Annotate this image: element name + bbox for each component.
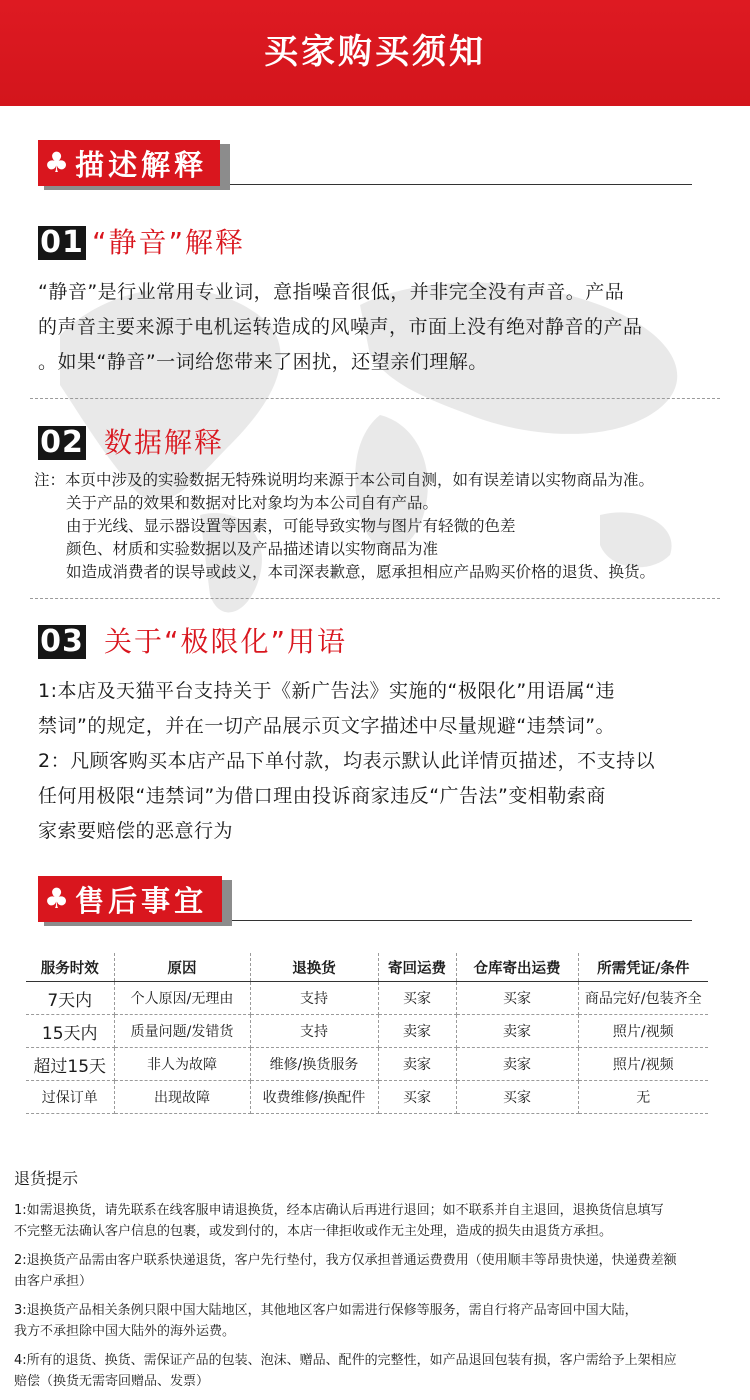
tip-item [14, 1350, 740, 1392]
text-line: “静音”是行业常用专业词，意指噪音很低，并非完全没有声音。产品 [38, 281, 625, 303]
table-cell: 卖家 [456, 1015, 578, 1048]
table-cell: 买家 [456, 1081, 578, 1114]
divider [30, 598, 720, 599]
club-icon: ♣ [44, 882, 70, 915]
note-line: 注：本页中涉及的实验数据无特殊说明均来源于本公司自测，如有误差请以实物商品为准。 [34, 471, 655, 489]
table-cell: 收费维修/换配件 [250, 1081, 378, 1114]
item-03-body [38, 674, 738, 849]
table-cell: 照片/视频 [578, 1048, 708, 1081]
item-02-body [34, 469, 746, 584]
tip-line: 2:退换货产品需由客户联系快递退货，客户先行垫付，我方仅承担普通运费费用（使用顺丰等昂贵快递，快递费差额 [14, 1253, 677, 1268]
note-line: 如造成消费者的误导或歧义，本司深表歉意，愿承担相应产品购买价格的退货、换货。 [66, 563, 656, 581]
item-03-heading [38, 625, 347, 659]
column-header: 服务时效 [26, 953, 114, 982]
section-rule [230, 184, 692, 185]
section-title: 描述解释 [75, 147, 208, 182]
table-cell: 质量问题/发错货 [114, 1015, 250, 1048]
table-cell: 买家 [378, 1081, 456, 1114]
item-02-heading [38, 426, 224, 460]
section-rule [232, 920, 692, 921]
table-cell: 卖家 [378, 1048, 456, 1081]
divider [30, 398, 720, 399]
tip-item [14, 1250, 740, 1292]
club-icon: ♣ [44, 146, 70, 179]
tips-title: 退货提示 [14, 1169, 79, 1188]
page-header [0, 0, 750, 106]
service-table [26, 953, 708, 1114]
table-row [26, 1048, 708, 1081]
tip-line: 赔偿（换货无需寄回赠品、发票） [14, 1374, 210, 1389]
table-cell: 非人为故障 [114, 1048, 250, 1081]
table-cell: 过保订单 [26, 1081, 114, 1114]
item-title: 数据解释 [104, 426, 225, 459]
table-cell: 照片/视频 [578, 1015, 708, 1048]
text-line: 1:本店及天猫平台支持关于《新广告法》实施的“极限化”用语属“违 [38, 680, 616, 702]
section-title: 售后事宜 [75, 883, 208, 918]
column-header: 原因 [114, 953, 250, 982]
table-cell: 支持 [250, 982, 378, 1015]
table-cell: 卖家 [378, 1015, 456, 1048]
table-header-row [26, 953, 708, 982]
table-cell: 无 [578, 1081, 708, 1114]
table-cell: 商品完好/包装齐全 [578, 982, 708, 1015]
item-number: 03 [38, 625, 86, 659]
tips-list [14, 1200, 740, 1392]
item-01-heading [38, 226, 245, 260]
table-row [26, 1081, 708, 1114]
table-cell: 15天内 [26, 1015, 114, 1048]
column-header: 寄回运费 [378, 953, 456, 982]
tip-line: 我方不承担除中国大陆外的海外运费。 [14, 1324, 236, 1339]
table-row [26, 982, 708, 1015]
text-line: 禁词”的规定，并在一切产品展示页文字描述中尽量规避“违禁词”。 [38, 715, 616, 737]
tip-line: 4:所有的退货、换货、需保证产品的包装、泡沫、赠品、配件的完整性，如产品退回包装有损，客户需给予上架相应 [14, 1353, 677, 1368]
column-header: 所需凭证/条件 [578, 953, 708, 982]
table-cell: 买家 [456, 982, 578, 1015]
table-cell: 超过15天 [26, 1048, 114, 1081]
column-header: 退换货 [250, 953, 378, 982]
table-cell: 个人原因/无理由 [114, 982, 250, 1015]
item-number: 01 [38, 226, 86, 260]
tip-line: 由客户承担） [14, 1274, 93, 1289]
text-line: 。如果“静音”一词给您带来了困扰，还望亲们理解。 [38, 351, 488, 373]
table-cell: 买家 [378, 982, 456, 1015]
text-line: 家索要赔偿的恶意行为 [38, 820, 234, 842]
table-cell: 7天内 [26, 982, 114, 1015]
table-cell: 出现故障 [114, 1081, 250, 1114]
section-tag-description [38, 140, 238, 186]
note-line: 由于光线、显示器设置等因素，可能导致实物与图片有轻微的色差 [66, 517, 516, 535]
item-title: “静音”解释 [92, 226, 246, 259]
note-line: 颜色、材质和实验数据以及产品描述请以实物商品为准 [66, 540, 439, 558]
table-cell: 卖家 [456, 1048, 578, 1081]
tip-item [14, 1200, 740, 1242]
text-line: 2：凡顾客购买本店产品下单付款，均表示默认此详情页描述，不支持以 [38, 750, 656, 772]
tip-line: 3:退换货产品相关条例只限中国大陆地区，其他地区客户如需进行保修等服务，需自行将产品寄回中国大陆， [14, 1303, 638, 1318]
table-cell: 支持 [250, 1015, 378, 1048]
text-line: 任何用极限“违禁词”为借口理由投诉商家违反“广告法”变相勒索商 [38, 785, 606, 807]
item-01-body [38, 275, 738, 380]
text-line: 的声音主要来源于电机运转造成的风噪声，市面上没有绝对静音的产品 [38, 316, 643, 338]
table-cell: 维修/换货服务 [250, 1048, 378, 1081]
note-line: 关于产品的效果和数据对比对象均为本公司自有产品。 [66, 494, 439, 512]
tip-line: 1:如需退换货，请先联系在线客服申请退换货，经本店确认后再进行退回；如不联系并自主退回，退换货信息填写 [14, 1203, 664, 1218]
column-header: 仓库寄出运费 [456, 953, 578, 982]
tip-item [14, 1300, 740, 1342]
section-tag-aftersale [38, 876, 238, 922]
page-title: 买家购买须知 [264, 31, 486, 72]
item-number: 02 [38, 426, 86, 460]
tip-line: 不完整无法确认客户信息的包裹，或发到付的，本店一律拒收或作无主处理，造成的损失由退货方承担。 [14, 1224, 613, 1239]
item-title: 关于“极限化”用语 [104, 625, 348, 658]
table-row [26, 1015, 708, 1048]
